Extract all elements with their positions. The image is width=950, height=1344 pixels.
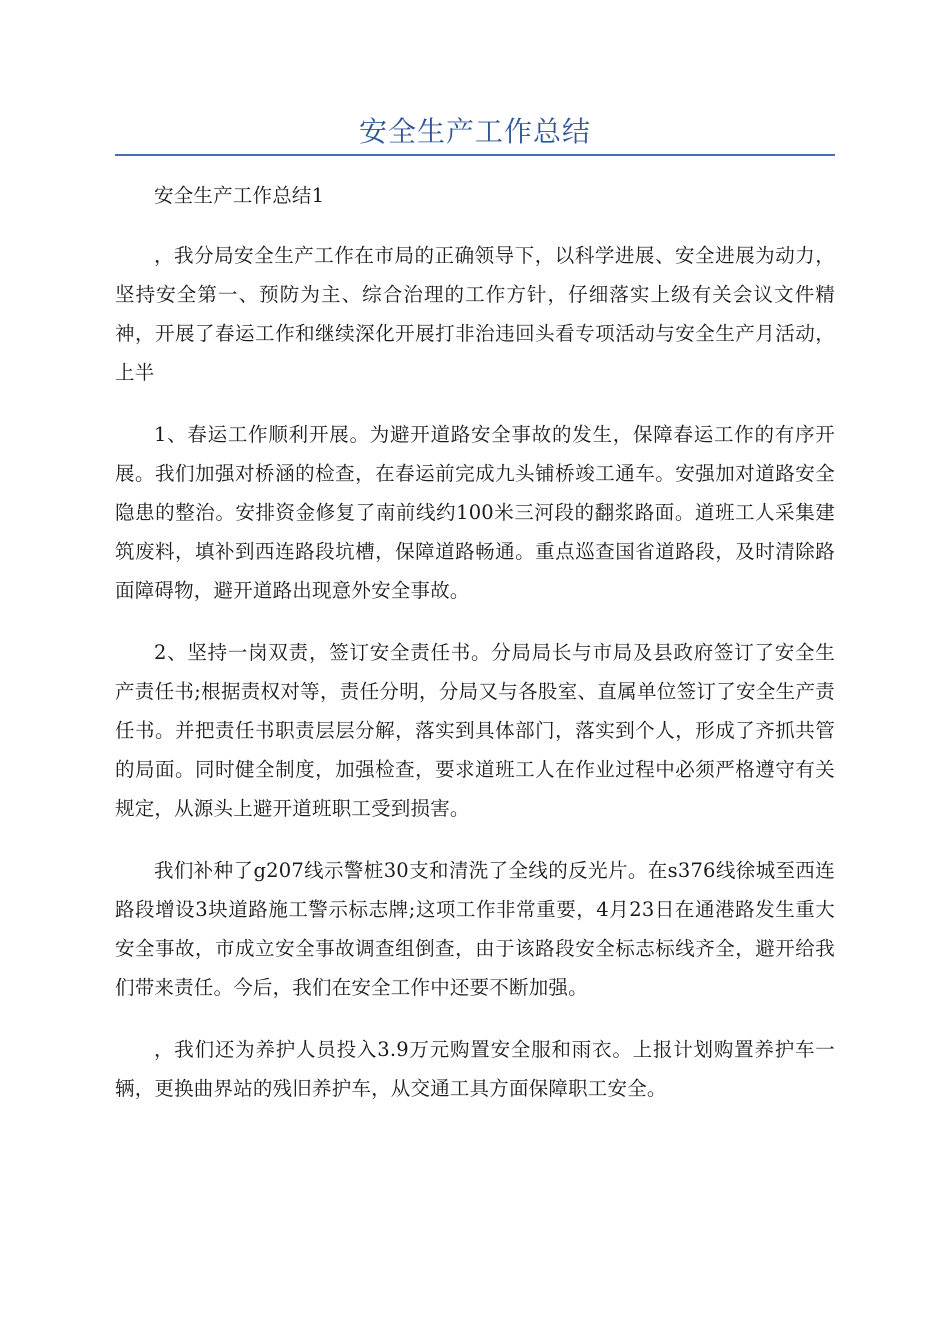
paragraph-spring-transport: 1、春运工作顺利开展。为避开道路安全事故的发生，保障春运工作的有序开展。我们加强对桥涵的检查，在春运前完成九头铺桥竣工通车。安强加对道路安全隐患的整治。安排资金修复了南前线约100米三河段的翻浆路面。道班工人采集建筑废料，填补到西连路段坑槽，保障道路畅通。重点巡查国省道路段，及时清除路面障碍物，避开道路出现意外安全事故。 [115,423,835,602]
document-title: 安全生产工作总结 [358,115,591,148]
paragraph-safety-equipment: ，我们还为养护人员投入3.9万元购置安全服和雨衣。上报计划购置养护车一辆，更换曲界站的残旧养护车，从交通工具方面保障职工安全。 [115,1038,835,1100]
paragraph-intro: ，我分局安全生产工作在市局的正确领导下，以科学进展、安全进展为动力，坚持安全第一、预防为主、综合治理的工作方针，仔细落实上级有关会议文件精神，开展了春运工作和继续深化开展打非治违回头看专项活动与安全生产月活动，上半 [115,244,835,384]
section-heading: 安全生产工作总结1 [154,184,325,207]
title-underline [115,154,835,156]
document-body [115,176,835,1131]
paragraph-warning-signs: 我们补种了g207线示警桩30支和清洗了全线的反光片。在s376线徐城至西连路段增设3块道路施工警示标志牌;这项工作非常重要，4月23日在通港路发生重大安全事故，市成立安全事故调查组倒查，由于该路段安全标志标线齐全，避开给我们带来责任。今后，我们在安全工作中还要不断加强。 [115,859,835,999]
paragraph-responsibility: 2、坚持一岗双责，签订安全责任书。分局局长与市局及县政府签订了安全生产责任书;根据责权对等，责任分明，分局又与各股室、直属单位签订了安全生产责任书。并把责任书职责层层分解，落实到具体部门，落实到个人，形成了齐抓共管的局面。同时健全制度，加强检查，要求道班工人在作业过程中必须严格遵守有关规定，从源头上避开道班职工受到损害。 [115,641,835,820]
